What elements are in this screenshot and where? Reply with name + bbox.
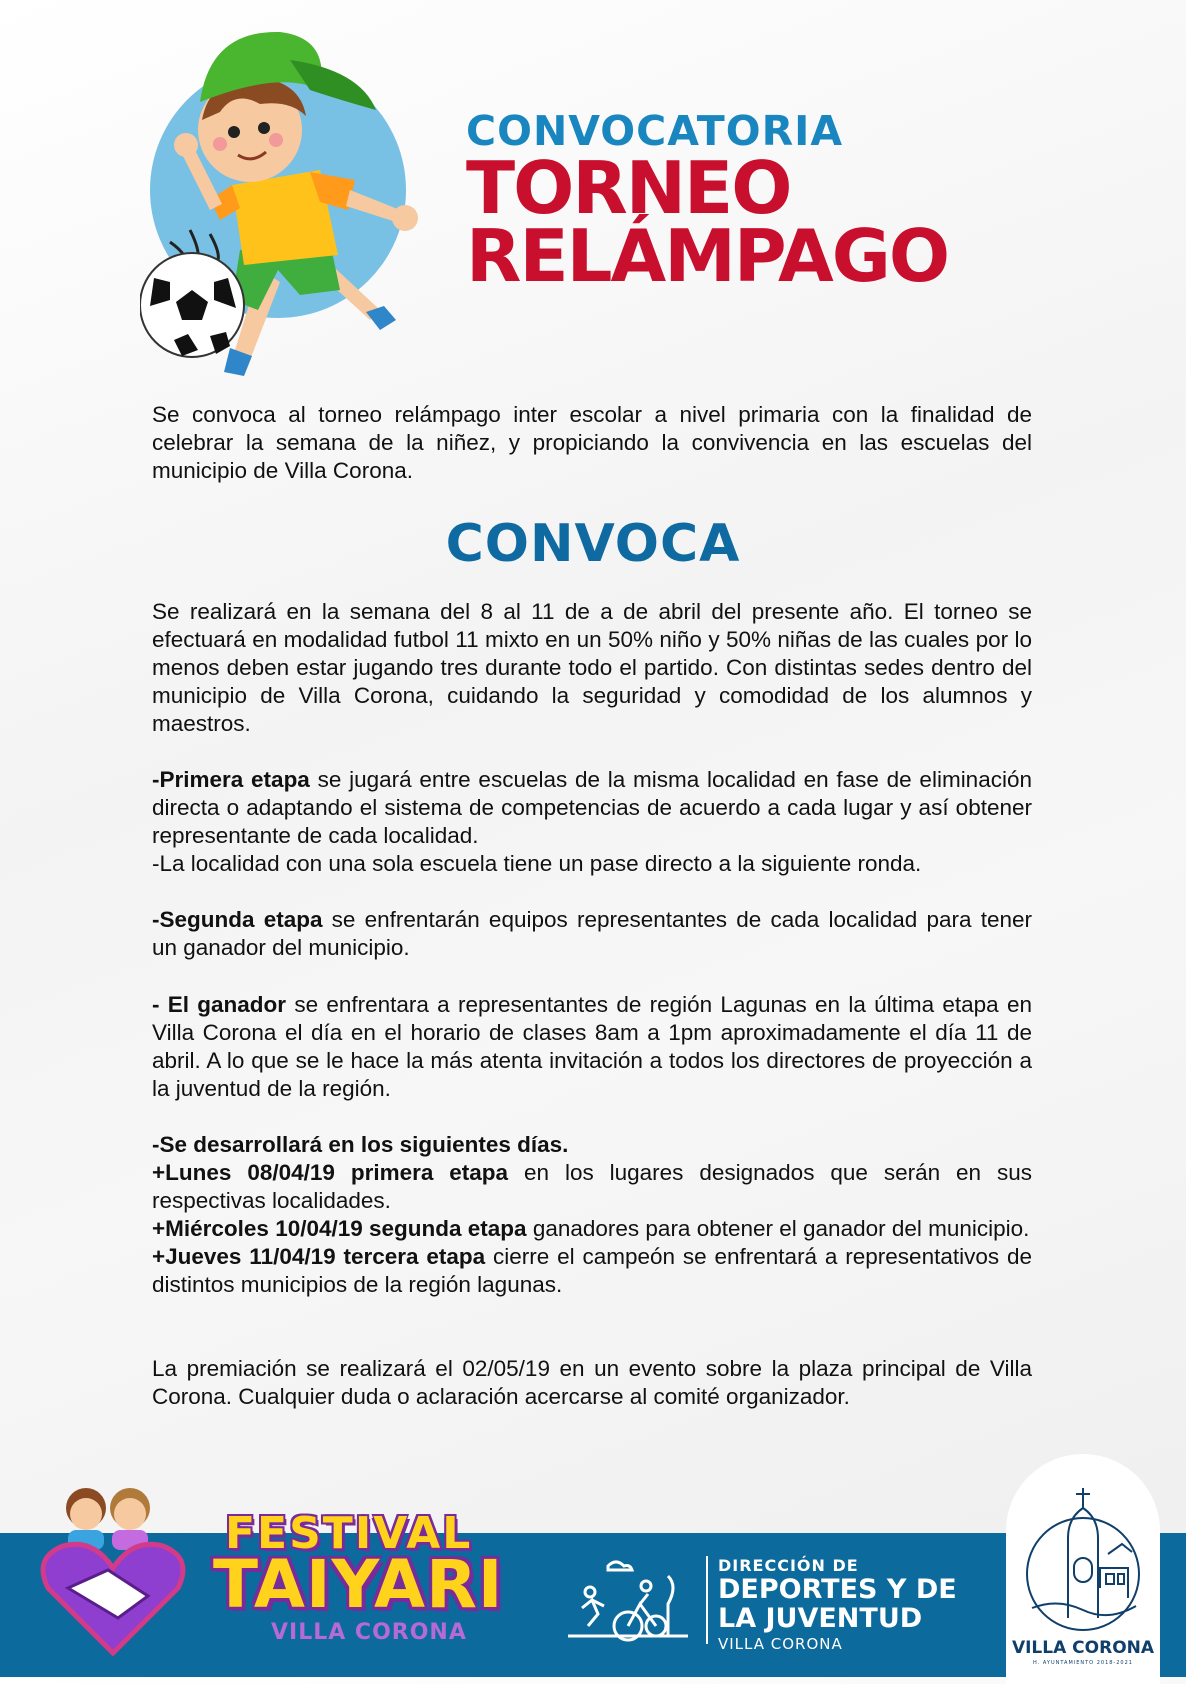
title-line-1: TORNEO (466, 146, 791, 230)
seal-name: VILLA CORONA (1011, 1638, 1155, 1658)
schedule-item-text: en los lugares designados que serán en sus respectivas localidades. (152, 1160, 1032, 1213)
winner-label: - El ganador (152, 992, 287, 1017)
stage-one (152, 766, 1032, 878)
festival-word: FESTIVAL (225, 1508, 473, 1559)
schedule-item-text: cierre el campeón se enfrentará a representativos de distintos municipios de la región lagunas. (152, 1244, 1032, 1297)
general-info (152, 598, 1032, 738)
handshake-heart-icon (38, 1478, 188, 1658)
schedule-item-label: +Miércoles 10/04/19 segunda etapa (152, 1216, 527, 1241)
festival-logo (205, 1500, 525, 1650)
kicker-title: CONVOCATORIA (466, 107, 844, 155)
municipal-seal-icon (1018, 1478, 1148, 1634)
soccer-ball-icon (140, 253, 244, 357)
boy-kicking-ball-illustration (140, 20, 470, 400)
stage-one-text: se jugará entre escuelas de la misma localidad en fase de eliminación directa o adaptando el sistema de competencias de acuerdo a cada lugar y así obtener representante de cada localidad. (152, 767, 1032, 848)
schedule-item-text: ganadores para obtener el ganador del municipio. (526, 1216, 1030, 1241)
department-line-1: DIRECCIÓN DE (718, 1556, 859, 1575)
general-paragraph: Se realizará en la semana del 8 al 11 de a de abril del presente año. El torneo se efectuará en modalidad futbol 11 mixto en un 50% niño y 50% niñas de las cuales por lo menos deben estar jugando tres durante todo el partido. Con distintas sedes dentro del municipio de Villa Corona, cuidando la seguridad y comodidad de los alumnos y maestros. (152, 599, 1032, 736)
stage-one-note: -La localidad con una sola escuela tiene un pase directo a la siguiente ronda. (152, 851, 922, 876)
schedule-item-label: +Lunes 08/04/19 primera etapa (152, 1160, 509, 1185)
schedule-section (152, 1131, 1032, 1299)
department-line-2: DEPORTES Y DE (718, 1574, 957, 1605)
schedule-heading: -Se desarrollará en los siguientes días. (152, 1132, 569, 1157)
stage-one-label: -Primera etapa (152, 767, 310, 792)
intro-paragraph: Se convoca al torneo relámpago inter escolar a nivel primaria con la finalidad de celebrar la semana de la niñez, y propiciando la convivencia en las escuelas del municipio de Villa Corona. (152, 402, 1032, 483)
festival-subtitle: VILLA CORONA (271, 1620, 467, 1645)
cyclist-runner-icon (568, 1556, 688, 1646)
department-logo (718, 1556, 957, 1653)
winner-section (152, 991, 1032, 1103)
department-line-3: LA JUVENTUD (718, 1603, 923, 1634)
department-line-4: VILLA CORONA (718, 1635, 843, 1653)
winner-text: se enfrentara a representantes de región Lagunas en la última etapa en Villa Corona el día en el horario de clases 8am a 1pm aproximadamente el día 11 de abril. A lo que se le hace la más atenta invitación a todos los directores de proyección a la juventud de la región. (152, 992, 1032, 1101)
stage-two-label: -Segunda etapa (152, 907, 323, 932)
municipal-seal (1006, 1454, 1160, 1684)
stage-two-text: se enfrentarán equipos representantes de cada localidad para tener un ganador del municipio. (152, 907, 1032, 960)
seal-subtitle: H. AYUNTAMIENTO 2018-2021 (1033, 1660, 1133, 1666)
intro-text (152, 401, 1032, 485)
closing-section (152, 1355, 1032, 1411)
festival-name: TAIYARI (213, 1546, 504, 1623)
footer-divider (706, 1556, 708, 1644)
schedule-item (152, 1215, 1032, 1243)
schedule-item (152, 1159, 1032, 1215)
title-line-2: RELÁMPAGO (466, 214, 949, 298)
schedule-item (152, 1243, 1032, 1299)
stage-two (152, 906, 1032, 962)
section-title: CONVOCA (445, 514, 741, 574)
closing-paragraph: La premiación se realizará el 02/05/19 en un evento sobre la plaza principal de Villa Corona. Cualquier duda o aclaración acercarse al comité organizador. (152, 1356, 1032, 1409)
schedule-item-label: +Jueves 11/04/19 tercera etapa (152, 1244, 486, 1269)
title-block (466, 107, 1066, 298)
